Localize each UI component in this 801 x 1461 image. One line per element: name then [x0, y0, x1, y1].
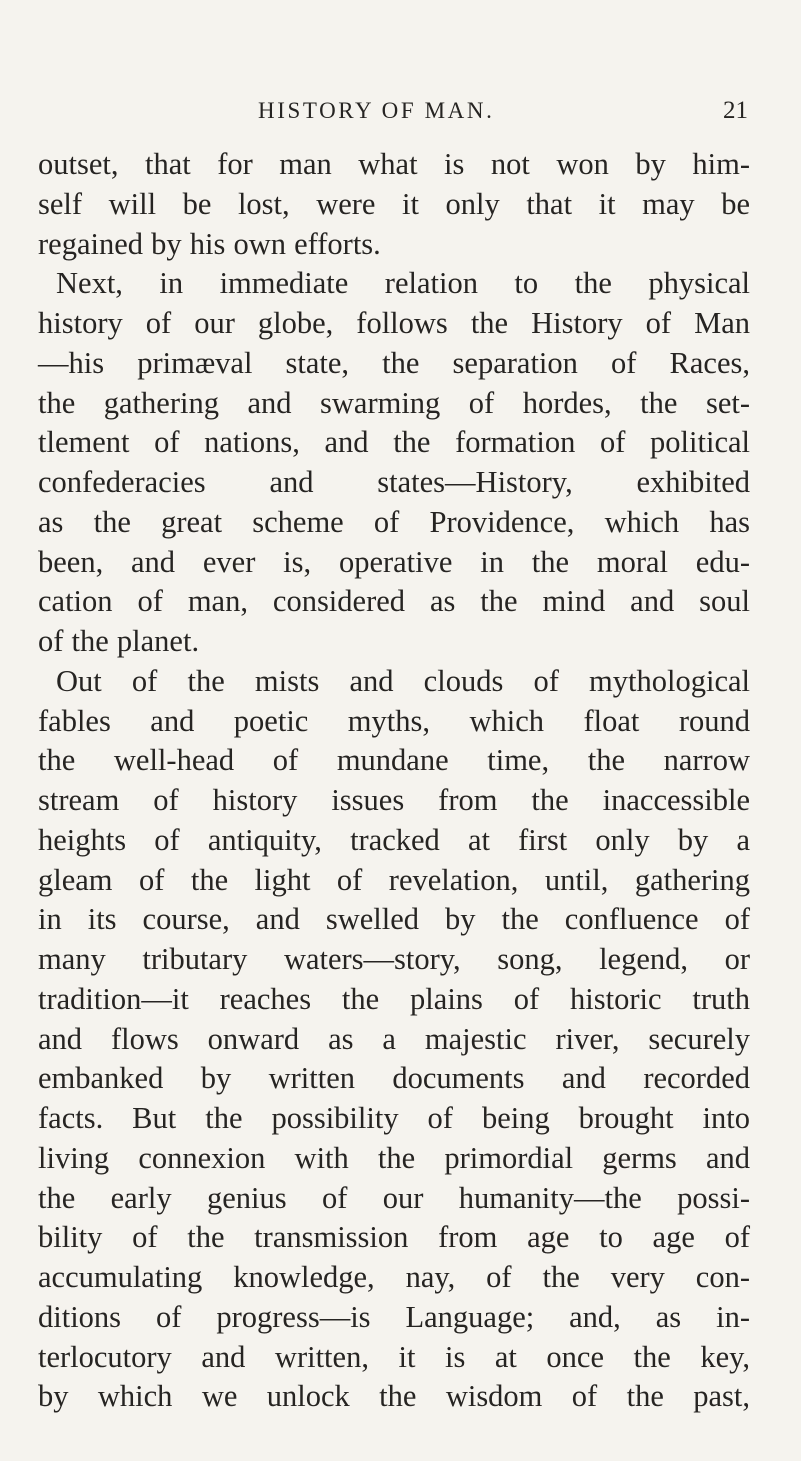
text-line: of the planet.	[38, 624, 200, 658]
text-line: the gathering and swarming of hordes, the set-	[38, 385, 750, 420]
text-line: terlocutory and written, it is at once the key,	[38, 1339, 750, 1374]
text-line: self will be lost, were it only that it may be	[38, 186, 750, 221]
text-line: ditions of progress—is Language; and, as in-	[38, 1299, 750, 1334]
text-line: stream of history issues from the inaccessible	[38, 783, 750, 817]
running-head	[0, 91, 801, 131]
text-line: cation of man, considered as the mind and soul	[38, 584, 750, 619]
text-line: living connexion with the primordial germs and	[38, 1140, 750, 1175]
text-line: been, and ever is, operative in the moral edu-	[38, 544, 750, 579]
text-line: history of our globe, follows the History of Man	[38, 306, 750, 340]
text-line: heights of antiquity, tracked at first only by a	[38, 822, 750, 857]
text-line: confederacies and states—History, exhibited	[38, 465, 750, 499]
text-line: gleam of the light of revelation, until, gathering	[38, 862, 750, 897]
text-line: Next, in immediate relation to the physical	[56, 266, 750, 301]
text-line: the early genius of our humanity—the possi-	[38, 1180, 750, 1215]
text-line: tlement of nations, and the formation of political	[38, 425, 750, 460]
text-line: as the great scheme of Providence, which has	[38, 504, 750, 539]
text-line: outset, that for man what is not won by him-	[38, 147, 750, 181]
text-line: and flows onward as a majestic river, securely	[38, 1021, 750, 1056]
text-line: the well-head of mundane time, the narrow	[38, 743, 750, 778]
text-line: regained by his own efforts.	[38, 226, 381, 261]
text-line: in its course, and swelled by the confluence of	[38, 902, 750, 937]
text-line: fables and poetic myths, which float round	[38, 703, 750, 738]
body-text	[38, 145, 750, 1417]
text-line: —his primæval state, the separation of Races,	[38, 345, 750, 380]
text-line: accumulating knowledge, nay, of the very con-	[38, 1260, 750, 1294]
text-line: by which we unlock the wisdom of the past,	[38, 1379, 750, 1414]
text-line: tradition—it reaches the plains of historic truth	[38, 981, 750, 1016]
text-line: facts. But the possibility of being brought into	[38, 1101, 750, 1135]
text-line: many tributary waters—story, song, legend, or	[38, 942, 750, 976]
text-line: embanked by written documents and recorded	[38, 1061, 750, 1096]
text-line: bility of the transmission from age to age of	[38, 1220, 750, 1255]
running-title: HISTORY OF MAN.	[258, 98, 495, 123]
text-line: Out of the mists and clouds of mythological	[56, 663, 750, 698]
page-number: 21	[723, 97, 748, 124]
